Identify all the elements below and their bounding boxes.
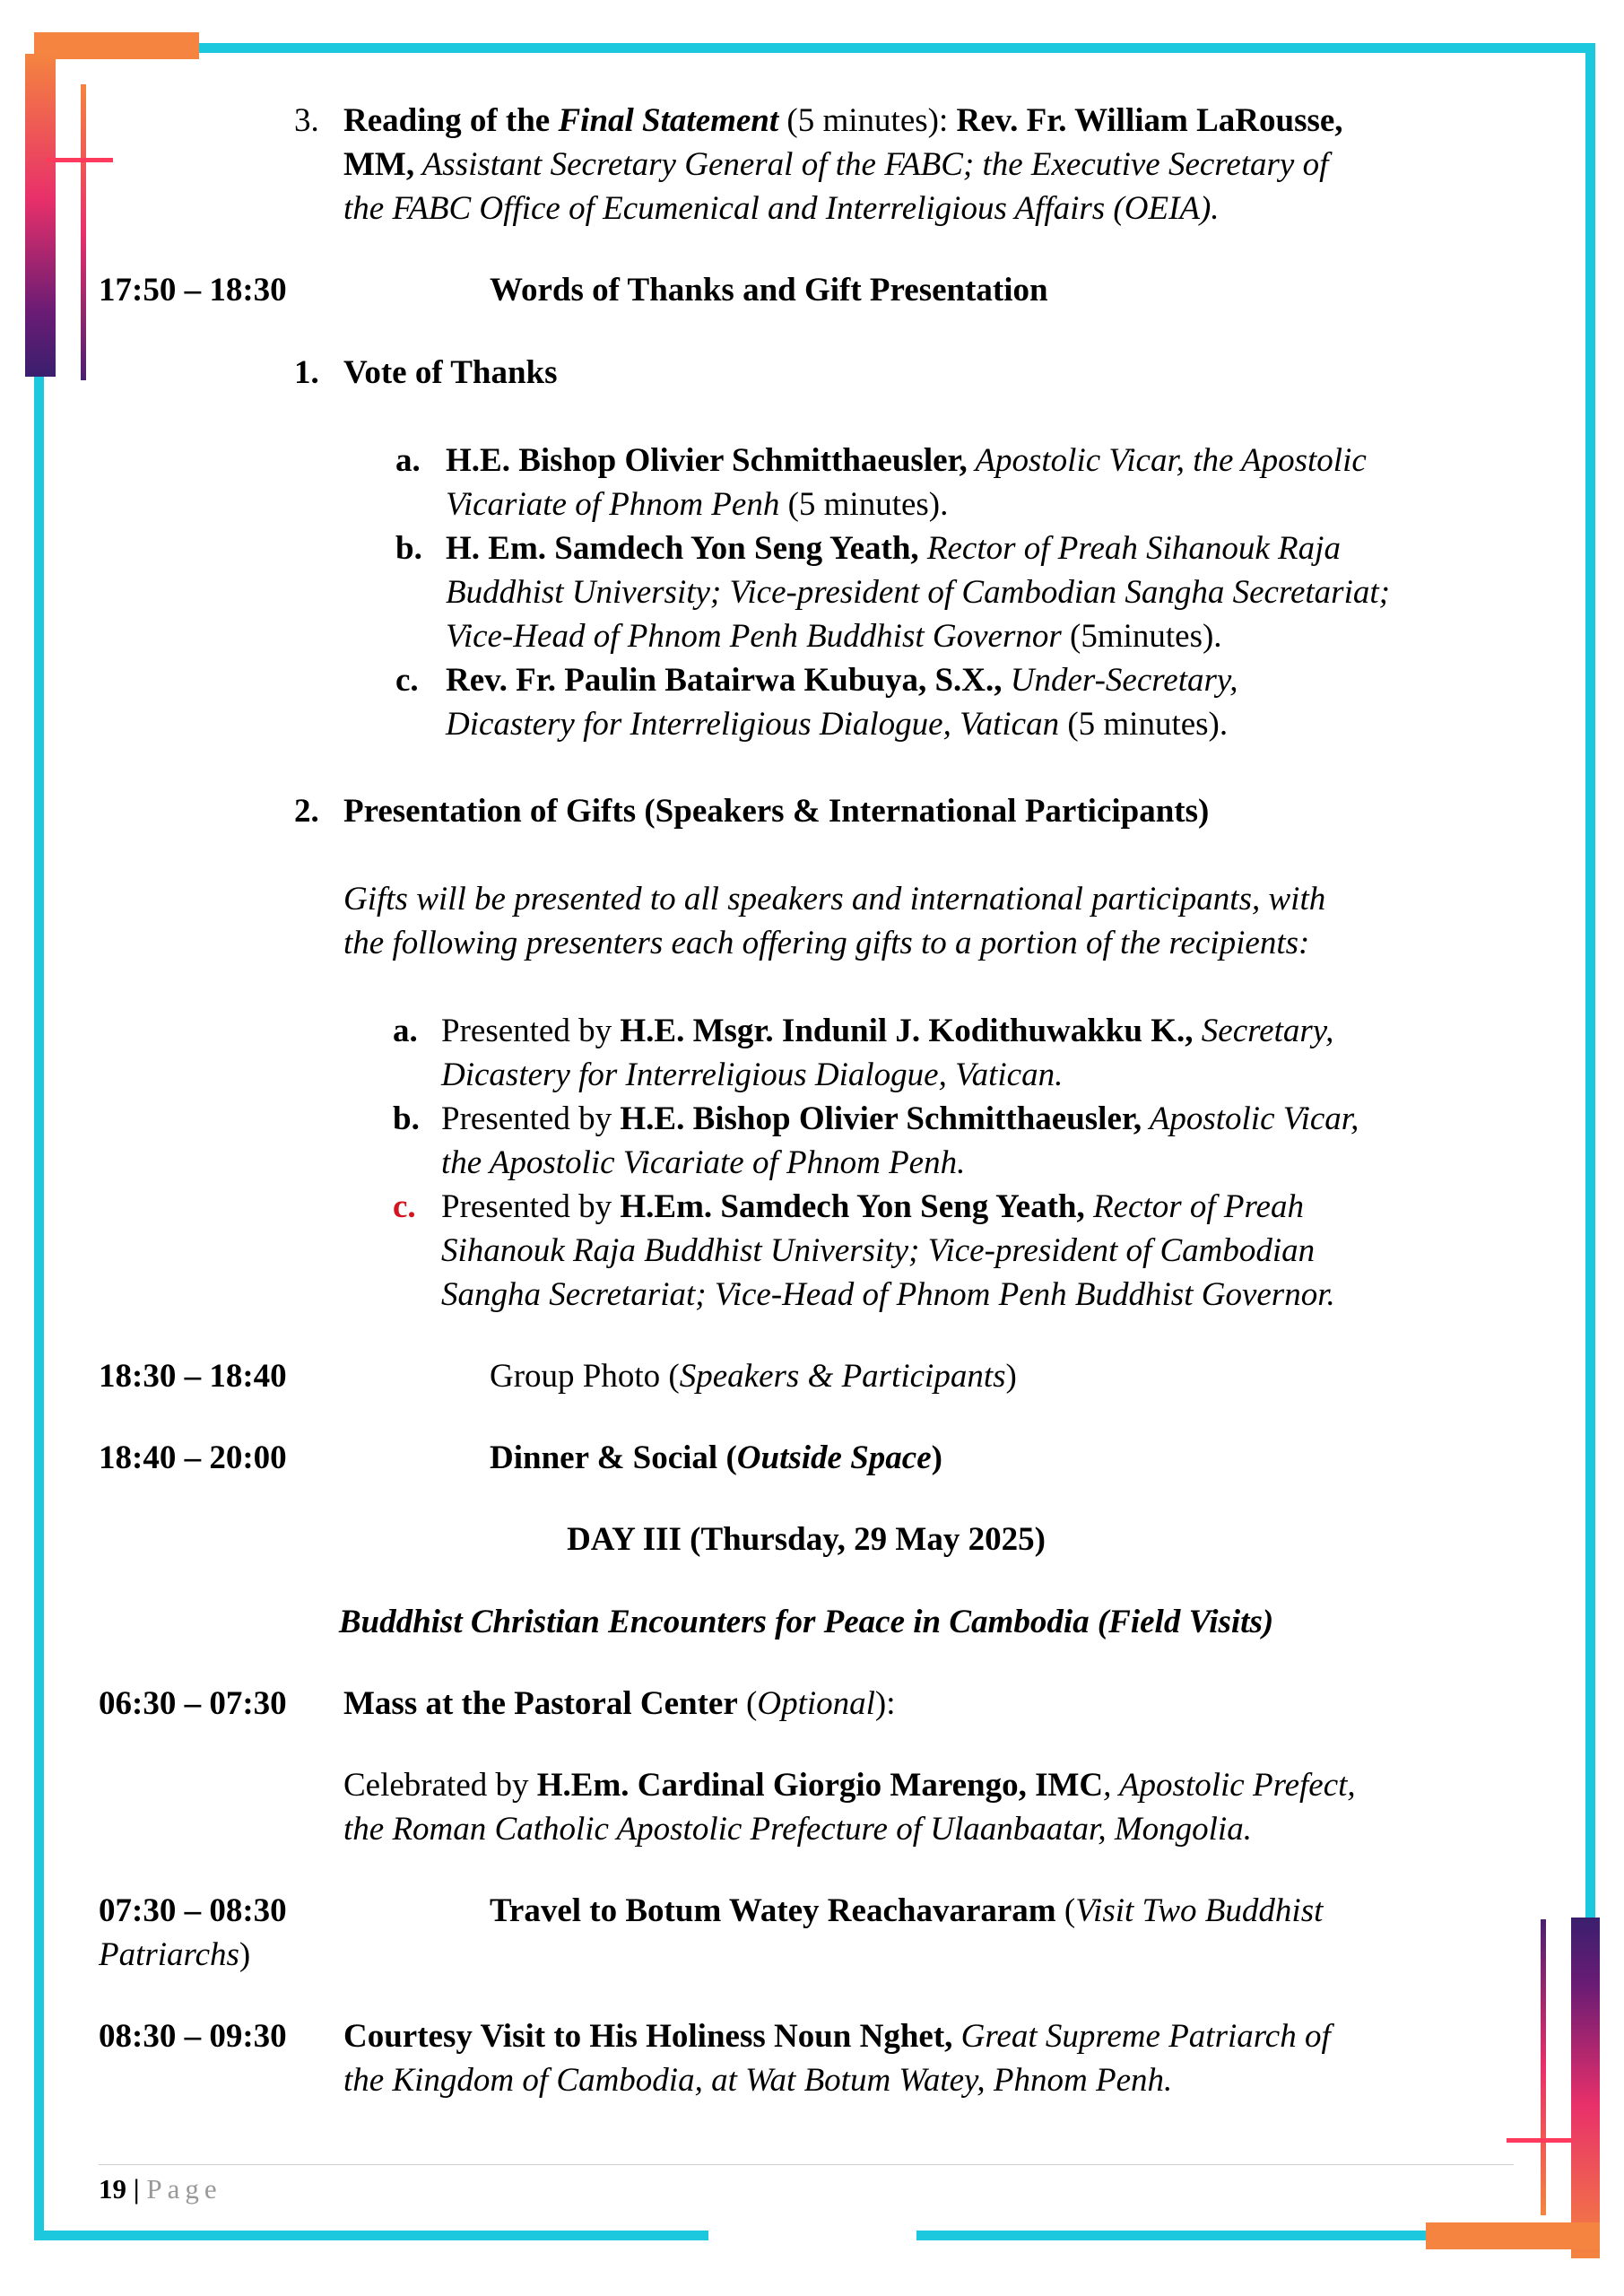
page-word: Page (146, 2173, 222, 2205)
thin-bar-top-left (81, 84, 86, 380)
dinner-title (490, 1436, 942, 1480)
gift-a-line1 (441, 1009, 1333, 1053)
page-number: 19 (99, 2173, 126, 2205)
gift-a-prefix: Presented by (441, 1013, 621, 1049)
gift-b-name: H.E. Bishop Olivier Schmitthaeusler, (620, 1100, 1142, 1137)
gift-b-label: b. (393, 1100, 420, 1137)
photo-title (490, 1354, 1017, 1398)
photo-time: 18:30 – 18:40 (99, 1358, 287, 1395)
item3-title-b: Final Statement (558, 102, 779, 139)
mass-cel-name: H.Em. Cardinal Giorgio Marengo, IMC (536, 1767, 1104, 1804)
page-separator: | (126, 2173, 147, 2205)
travel-paren-close: ) (239, 1936, 251, 1973)
gift-a-label: a. (393, 1013, 418, 1049)
gift-a-name: H.E. Msgr. Indunil J. Kodithuwakku K., (620, 1013, 1194, 1049)
mass-title: Mass at the Pastoral Center (343, 1685, 738, 1722)
travel-paren-italic2: Patriarchs (99, 1936, 239, 1973)
gift-c-label: c. (393, 1188, 416, 1225)
gift-a-role2: Dicastery for Interreligious Dialogue, Vatican. (441, 1057, 1064, 1093)
vote-title: Vote of Thanks (343, 354, 558, 391)
travel-time: 07:30 – 08:30 (99, 1892, 287, 1929)
mass-cel-role2: the Roman Catholic Apostolic Prefecture of Ulaanbaatar, Mongolia. (343, 1811, 1252, 1848)
courtesy-title: Courtesy Visit to His Holiness Noun Nghet, (343, 2018, 953, 2055)
gifts-note-line1: Gifts will be presented to all speakers and international participants, with (343, 881, 1326, 918)
vote-b-role1: Rector of Preah Sihanouk Raja (918, 530, 1341, 567)
item3-speaker: Rev. Fr. William LaRousse, (956, 102, 1343, 139)
vote-a-role1: Apostolic Vicar, the Apostolic (967, 442, 1367, 479)
travel-title-line (490, 1889, 1323, 1933)
vote-c-role1: Under-Secretary, (1002, 662, 1238, 699)
vote-a-name: H.E. Bishop Olivier Schmitthaeusler, (446, 442, 968, 479)
courtesy-role1: Great Supreme Patriarch of (952, 2018, 1331, 2055)
frame-bottom-left-line (34, 2231, 708, 2240)
mass-opt-italic: Optional (757, 1685, 875, 1722)
thanks-title: Words of Thanks and Gift Presentation (490, 272, 1048, 309)
corner-accent-top-left (34, 32, 199, 59)
gift-c-role2: Sihanouk Raja Buddhist University; Vice-president of Cambodian (441, 1232, 1316, 1269)
item3-speaker2: MM, (343, 146, 415, 183)
item3-title-c: (5 minutes): (778, 102, 957, 139)
thin-bar-bottom-right (1541, 1919, 1546, 2215)
photo-title-italic: Speakers & Participants (679, 1358, 1006, 1395)
gifts-title: Presentation of Gifts (Speakers & International Participants) (343, 793, 1210, 830)
gradient-bar-top-left (25, 54, 56, 377)
dinner-title-italic: Outside Space (736, 1439, 932, 1476)
frame-bottom-right-line (916, 2231, 1428, 2240)
travel-title: Travel to Botum Watey Reachavararam (490, 1892, 1056, 1929)
mass-title-line (343, 1682, 896, 1726)
vote-b-line1 (446, 526, 1341, 570)
gifts-note-line2: the following presenters each offering gifts to a portion of the recipients: (343, 925, 1310, 961)
mass-opt-close: ): (874, 1685, 896, 1722)
vote-c-label: c. (395, 662, 419, 699)
photo-title-a: Group Photo ( (490, 1358, 680, 1395)
cross-bar-bottom-right (1507, 2138, 1573, 2143)
item3-line2 (343, 143, 1328, 187)
item3-number: 3. (294, 102, 319, 139)
corner-accent-bottom-right (1426, 2222, 1600, 2249)
dinner-title-a: Dinner & Social ( (490, 1439, 737, 1476)
travel-line2 (99, 1933, 250, 1977)
courtesy-line1 (343, 2014, 1331, 2058)
cross-bar-top-left (47, 158, 113, 162)
gifts-number: 2. (294, 793, 319, 830)
vote-b-duration: (5minutes). (1061, 618, 1222, 655)
vote-a-label: a. (395, 442, 421, 479)
photo-title-end: ) (1005, 1358, 1017, 1395)
thanks-time: 17:50 – 18:30 (99, 272, 287, 309)
courtesy-time: 08:30 – 09:30 (99, 2018, 287, 2055)
gift-a-role1: Secretary, (1193, 1013, 1334, 1049)
vote-b-name: H. Em. Samdech Yon Seng Yeath, (446, 530, 919, 567)
mass-time: 06:30 – 07:30 (99, 1685, 287, 1722)
page-footer (99, 2173, 222, 2205)
vote-c-line2 (446, 702, 1228, 746)
footer-rule (99, 2164, 1514, 2165)
day3-subheading: Buddhist Christian Encounters for Peace in Cambodia (Field Visits) (338, 1604, 1274, 1640)
gradient-bar-bottom-right (1571, 1918, 1600, 2258)
mass-cel-prefix: Celebrated by (343, 1767, 537, 1804)
dinner-title-end: ) (931, 1439, 942, 1476)
vote-a-line2 (446, 483, 948, 526)
gift-b-prefix: Presented by (441, 1100, 621, 1137)
gift-c-line1 (441, 1185, 1304, 1229)
vote-b-role2: Buddhist University; Vice-president of Cambodian Sangha Secretariat; (446, 574, 1390, 611)
vote-c-line1 (446, 658, 1238, 702)
vote-a-role2: Vicariate of Phnom Penh (446, 486, 780, 523)
vote-c-role2: Dicastery for Interreligious Dialogue, Vatican (446, 706, 1060, 743)
vote-c-name: Rev. Fr. Paulin Batairwa Kubuya, S.X., (446, 662, 1003, 699)
vote-b-role3: Vice-Head of Phnom Penh Buddhist Governor (446, 618, 1062, 655)
vote-a-duration: (5 minutes). (779, 486, 949, 523)
item3-line1 (343, 99, 1343, 143)
frame-top-line (190, 43, 1595, 53)
gift-c-name: H.Em. Samdech Yon Seng Yeath, (620, 1188, 1085, 1225)
vote-number: 1. (294, 354, 319, 391)
dinner-time: 18:40 – 20:00 (99, 1439, 287, 1476)
item3-title-a: Reading of the (343, 102, 559, 139)
vote-a-line1 (446, 439, 1367, 483)
vote-b-label: b. (395, 530, 422, 567)
gift-b-line1 (441, 1097, 1359, 1141)
travel-paren-italic1: Visit Two Buddhist (1075, 1892, 1324, 1929)
gift-b-role2: the Apostolic Vicariate of Phnom Penh. (441, 1144, 966, 1181)
item3-role2: the FABC Office of Ecumenical and Interreligious Affairs (OEIA). (343, 190, 1220, 227)
gift-c-role1: Rector of Preah (1084, 1188, 1304, 1225)
day3-heading: DAY III (Thursday, 29 May 2025) (567, 1521, 1046, 1558)
mass-celebrant-line1 (343, 1763, 1356, 1807)
travel-paren-open: ( (1055, 1892, 1076, 1929)
frame-left-line (34, 359, 44, 2240)
gift-b-role1: Apostolic Vicar, (1142, 1100, 1359, 1137)
gift-c-role3: Sangha Secretariat; Vice-Head of Phnom Penh Buddhist Governor. (441, 1276, 1335, 1313)
mass-opt-open: ( (737, 1685, 758, 1722)
mass-cel-role1: , Apostolic Prefect, (1103, 1767, 1356, 1804)
vote-b-line3 (446, 614, 1222, 658)
item3-role1: Assistant Secretary General of the FABC; the Executive Secretary of (414, 146, 1329, 183)
vote-c-duration: (5 minutes). (1059, 706, 1229, 743)
frame-right-line (1585, 43, 1595, 1926)
gift-c-prefix: Presented by (441, 1188, 621, 1225)
courtesy-role2: the Kingdom of Cambodia, at Wat Botum Watey, Phnom Penh. (343, 2062, 1173, 2099)
